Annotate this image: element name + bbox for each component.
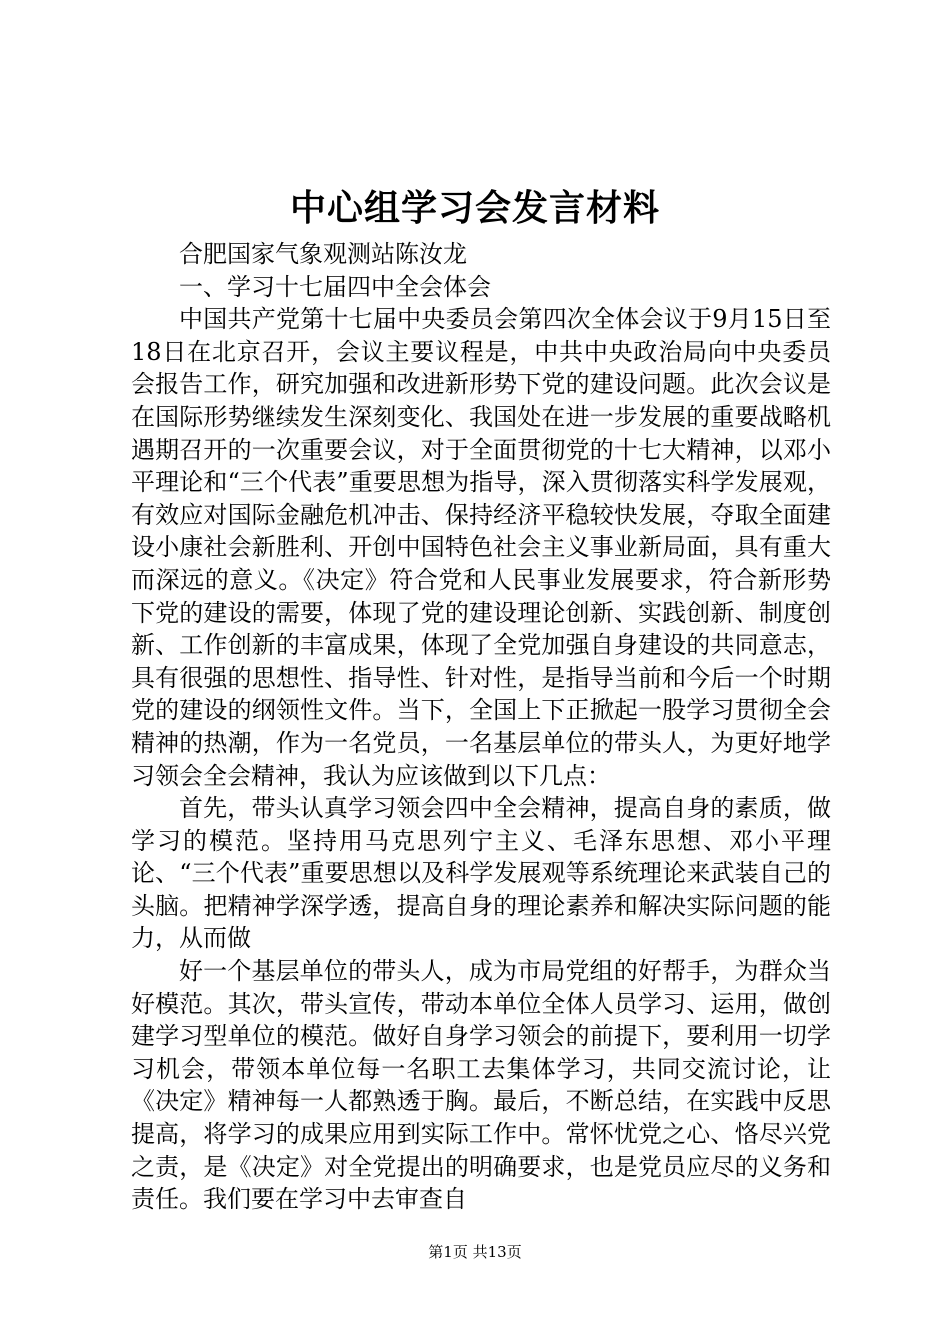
document-title: 中心组学习会发言材料 [289, 187, 660, 229]
document-body [131, 238, 831, 1216]
body-paragraph: 好一个基层单位的带头人，成为市局党组的好帮手，为群众当好模范。其次，带头宣传，带动本单位全体人员学习、运用，做创建学习型单位的模范。做好自身学习领会的前提下，要利用一切学习机会，带领本单位每一名职工去集体学习，共同交流讨论，让《决定》精神每一人都熟透于胸。最后，不断总结，在实践中反思提高，将学习的成果应用到实际工作中。常怀忧党之心、恪尽兴党之责，是《决定》对全党提出的明确要求，也是党员应尽的义务和责任。我们要在学习中去审查自 [131, 957, 831, 1214]
body-paragraph: 首先，带头认真学习领会四中全会精神，提高自身的素质，做学习的模范。坚持用马克思列宁主义、毛泽东思想、邓小平理论、“三个代表”重要思想以及科学发展观等系统理论来武装自己的头脑。把精神学深学透，提高自身的理论素养和解决实际问题的能力，从而做 [131, 794, 831, 953]
body-paragraph: 中国共产党第十七届中央委员会第四次全体会议于9月15日至18日在北京召开，会议主要议程是，中共中央政治局向中央委员会报告工作，研究加强和改进新形势下党的建设问题。此次会议是在国际形势继续发生深刻变化、我国处在进一步发展的重要战略机遇期召开的一次重要会议，对于全面贯彻党的十七大精神，以邓小平理论和“三个代表”重要思想为指导，深入贯彻落实科学发展观，有效应对国际金融危机冲击、保持经济平稳较快发展，夺取全面建设小康社会新胜利、开创中国特色社会主义事业新局面，具有重大而深远的意义。《决定》符合党和人民事业发展要求，符合新形势下党的建设的需要，体现了党的建设理论创新、实践创新、制度创新、工作创新的丰富成果，体现了全党加强自身建设的共同意志，具有很强的思想性、指导性、针对性，是指导当前和今后一个时期党的建设的纲领性文件。当下，全国上下正掀起一股学习贯彻全会精神的热潮，作为一名党员，一名基层单位的带头人，为更好地学习领会全会精神，我认为应该做到以下几点： [131, 305, 831, 790]
section-heading: 一、学习十七届四中全会体会 [179, 272, 491, 301]
page-footer: 第1页 共13页 [428, 1243, 522, 1261]
author-line: 合肥国家气象观测站陈汝龙 [179, 240, 467, 268]
